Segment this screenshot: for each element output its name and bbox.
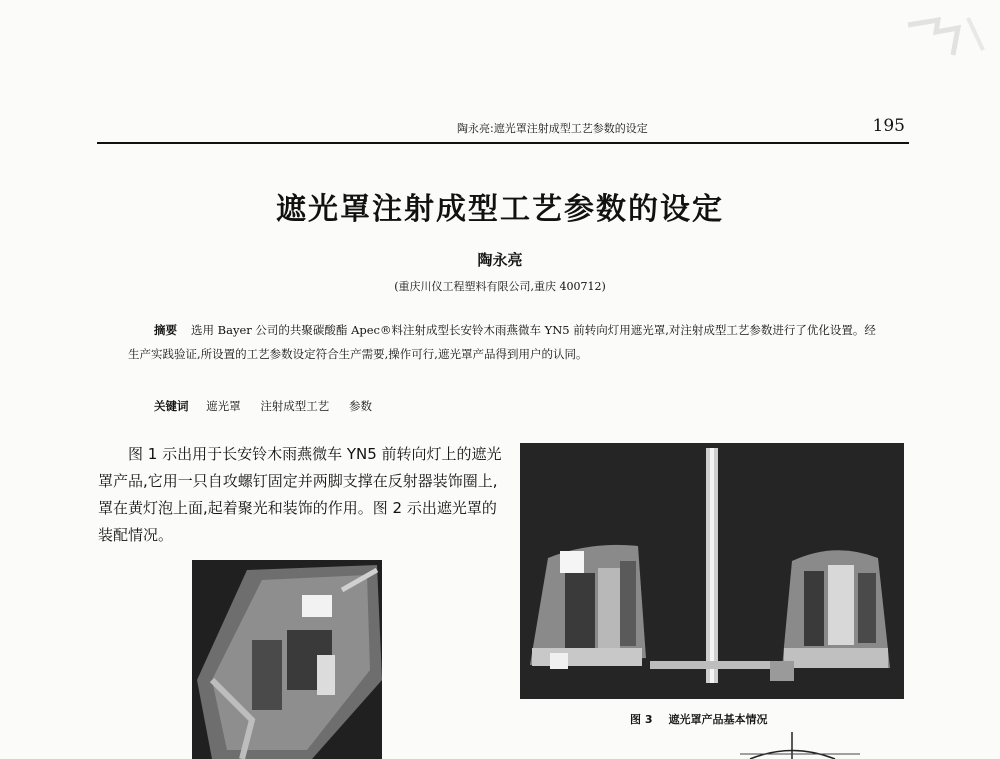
article-title: 遮光罩注射成型工艺参数的设定: [276, 192, 724, 227]
abstract-text: 选用 Bayer 公司的共聚碳酸酯 Apec®料注射成型长安铃木雨燕微车 YN5 前转向灯用遮光罩,对注射成型工艺参数进行了优化设置。经生产实践验证,所设置的工艺参数设定符合生产需要,操作可行,遮光罩产品得到用户的认同。: [128, 323, 876, 361]
scan-artifact: [898, 10, 988, 70]
affiliation: (重庆川仪工程塑料有限公司,重庆 400712): [394, 280, 606, 293]
running-header: [97, 116, 909, 144]
running-title: 陶永亮:遮光罩注射成型工艺参数的设定: [457, 122, 648, 135]
figure-3-caption-text: 遮光罩产品基本情况: [668, 713, 768, 726]
figure-3-number: 图 3: [630, 713, 653, 726]
lampshade-pair-image: [520, 443, 904, 699]
figure-1-photo: [192, 560, 382, 759]
lampshade-image: [192, 560, 382, 759]
abstract-label: 摘要: [154, 323, 177, 337]
figure-3-caption: [630, 711, 783, 727]
partial-line-drawing: [740, 732, 860, 759]
page-number: 195: [872, 116, 905, 136]
author: 陶永亮: [477, 251, 523, 269]
keywords: [154, 398, 388, 414]
keyword: 参数: [348, 399, 372, 413]
abstract: [128, 318, 882, 366]
keywords-label: 关键词: [154, 399, 189, 413]
keyword: 注射成型工艺: [260, 399, 330, 413]
figure-3-photo: [520, 443, 904, 699]
keyword: 遮光罩: [206, 399, 241, 413]
body-paragraph: 图 1 示出用于长安铃木雨燕微车 YN5 前转向灯上的遮光罩产品,它用一只自攻螺钉固定并两脚支撑在反射器装饰圈上,罩在黄灯泡上面,起着聚光和装饰的作用。图 2 示出遮光罩的装配情况。: [98, 445, 502, 544]
